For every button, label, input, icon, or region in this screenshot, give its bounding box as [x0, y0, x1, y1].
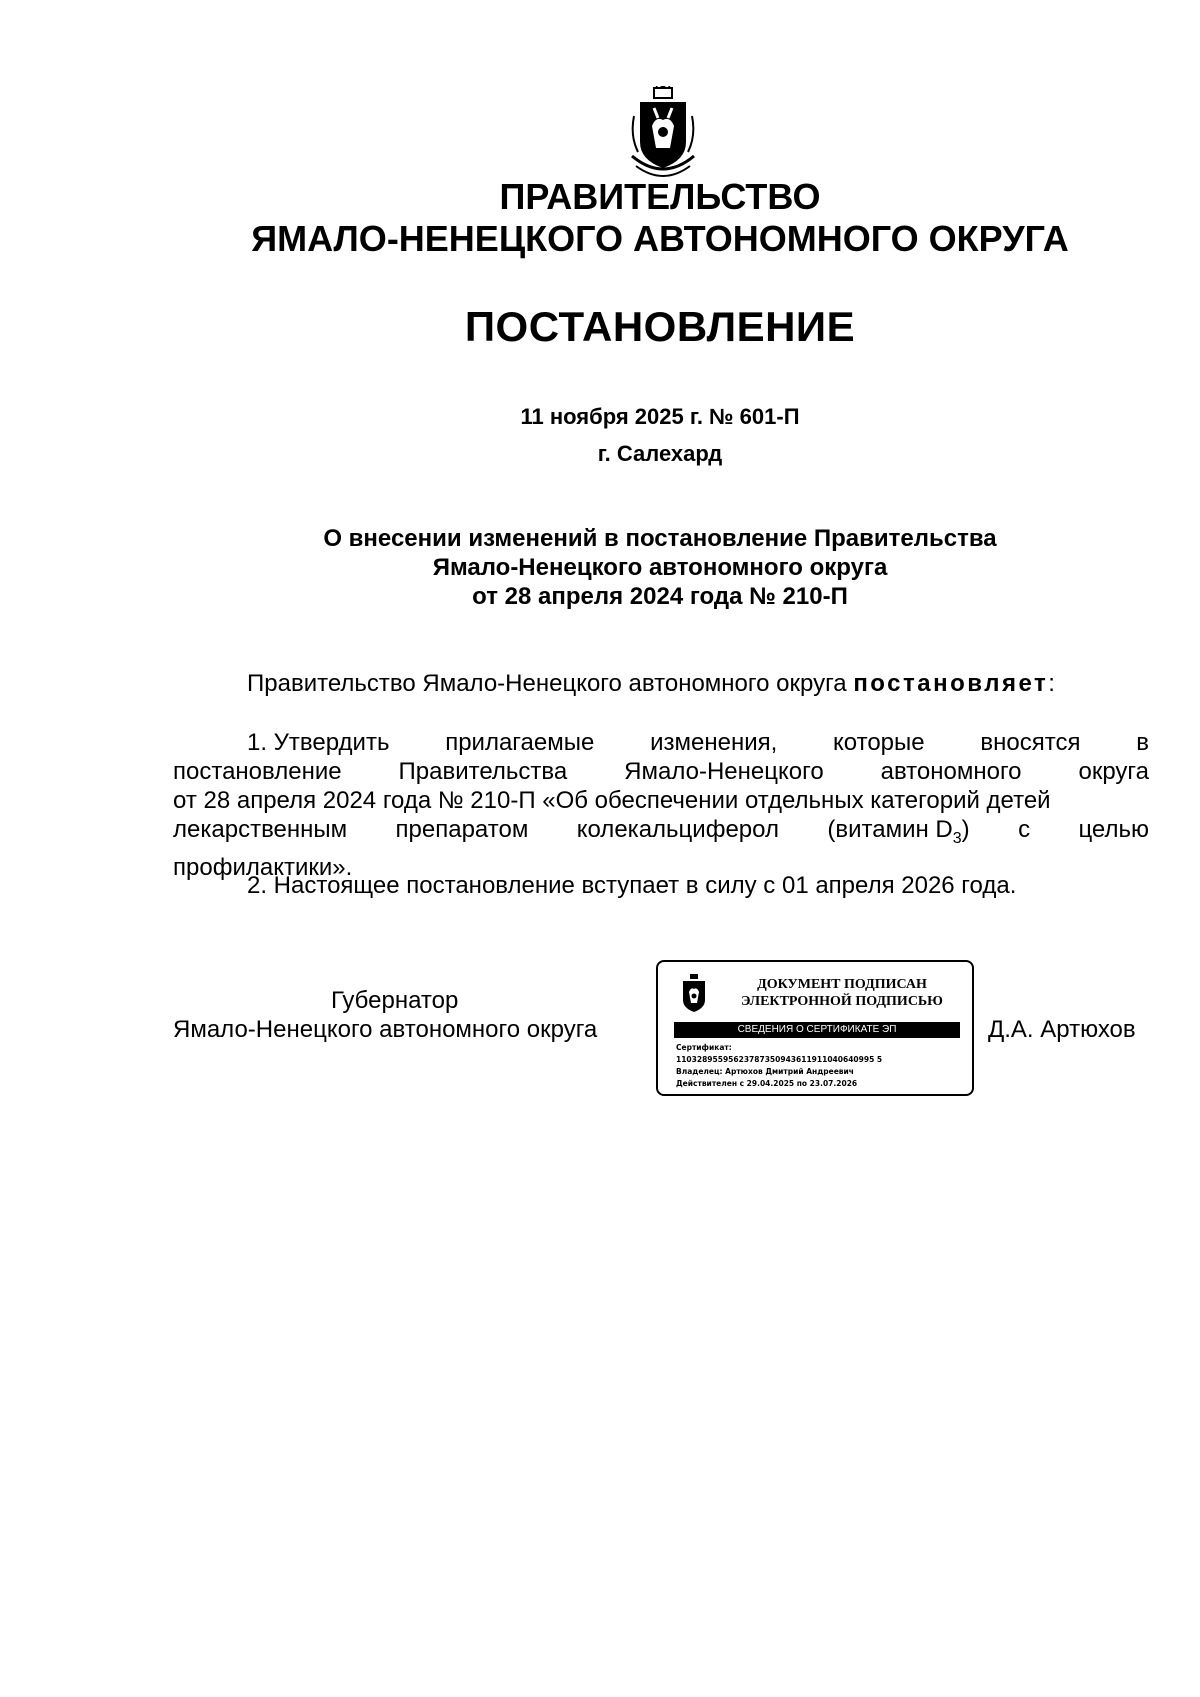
coat-of-arms-icon	[630, 86, 696, 178]
line-text: от 28 апреля 2024 года № 210-П «Об обеспечении отдельных категорий детей	[173, 787, 1051, 814]
word: которые	[833, 729, 925, 756]
signer-name: Д.А. Артюхов	[988, 1016, 1136, 1043]
word: автономного	[880, 758, 1022, 785]
city: г. Салехард	[597, 441, 723, 466]
certificate-details	[676, 1042, 966, 1090]
word: 1. Утвердить	[247, 729, 390, 756]
word: изменения,	[650, 729, 778, 756]
preamble-text: Правительство Ямало-Ненецкого автономного округа	[247, 670, 854, 697]
stamp-coat-of-arms-icon	[680, 974, 708, 1014]
word: округа	[1078, 758, 1149, 785]
document-subject	[0, 524, 1200, 611]
preamble-end: :	[1048, 670, 1055, 697]
stamp-heading-line2: ЭЛЕКТРОННОЙ ПОДПИСЬЮ	[741, 994, 943, 1009]
subject-line2: Ямало-Ненецкого автономного округа	[432, 554, 888, 581]
subject-line3: от 28 апреля 2024 года № 210-П	[472, 583, 848, 610]
paragraph-item2	[173, 871, 1149, 900]
government-title-line2: ЯМАЛО-НЕНЕЦКОГО АВТОНОМНОГО ОКРУГА	[251, 218, 1069, 259]
paragraph-item1	[173, 728, 1149, 882]
item1-line1	[173, 728, 1149, 757]
word: вносятся	[980, 729, 1081, 756]
preamble	[173, 669, 1149, 698]
vitamin-group	[827, 815, 969, 853]
signer-position-line1: Губернатор	[331, 987, 459, 1014]
certificate-number: 11032895595623787350943611911040640995 5	[676, 1055, 883, 1064]
item1-line4	[173, 815, 1149, 853]
certificate-owner: Владелец: Артюхов Дмитрий Андреевич	[676, 1067, 854, 1076]
word: колекальциферол	[576, 816, 779, 843]
word: в	[1136, 729, 1149, 756]
word: постановление	[173, 758, 342, 785]
certificate-info-bar: СВЕДЕНИЯ О СЕРТИФИКАТЕ ЭП	[674, 1022, 960, 1038]
signer-position	[173, 986, 643, 1044]
word: Правительства	[398, 758, 568, 785]
certificate-label: Сертификат:	[676, 1043, 732, 1052]
item2-text: 2. Настоящее постановление вступает в силу с 01 апреля 2026 года.	[247, 872, 1017, 899]
word: (витамин	[827, 816, 929, 843]
document-type-heading: ПОСТАНОВЛЕНИЕ	[464, 303, 856, 350]
stamp-heading	[722, 976, 962, 1010]
word: целью	[1078, 816, 1149, 843]
electronic-signature-stamp	[656, 960, 974, 1096]
word: с	[1018, 816, 1031, 843]
word: )	[961, 816, 970, 843]
word: Ямало-Ненецкого	[624, 758, 824, 785]
item1-line5: профилактики».	[173, 853, 353, 881]
preamble-emphasis: постановляет	[853, 670, 1049, 697]
certificate-validity: Действителен с 29.04.2025 по 23.07.2026	[676, 1079, 858, 1088]
government-title-line1: ПРАВИТЕЛЬСТВО	[499, 176, 821, 217]
date-and-number: 11 ноября 2025 г. № 601-П	[520, 404, 800, 429]
word: препаратом	[395, 816, 529, 843]
vitamin-subscript: 3	[952, 829, 962, 847]
stamp-heading-line1: ДОКУМЕНТ ПОДПИСАН	[757, 977, 927, 992]
item1-line2	[173, 757, 1149, 786]
item1-line3	[173, 786, 1149, 815]
word: лекарственным	[173, 816, 348, 843]
vitamin-letter: D	[935, 816, 953, 843]
word: прилагаемые	[445, 729, 595, 756]
subject-line1: О внесении изменений в постановление Правительства	[323, 525, 997, 552]
signer-position-line2: Ямало-Ненецкого автономного округа	[173, 1016, 598, 1043]
